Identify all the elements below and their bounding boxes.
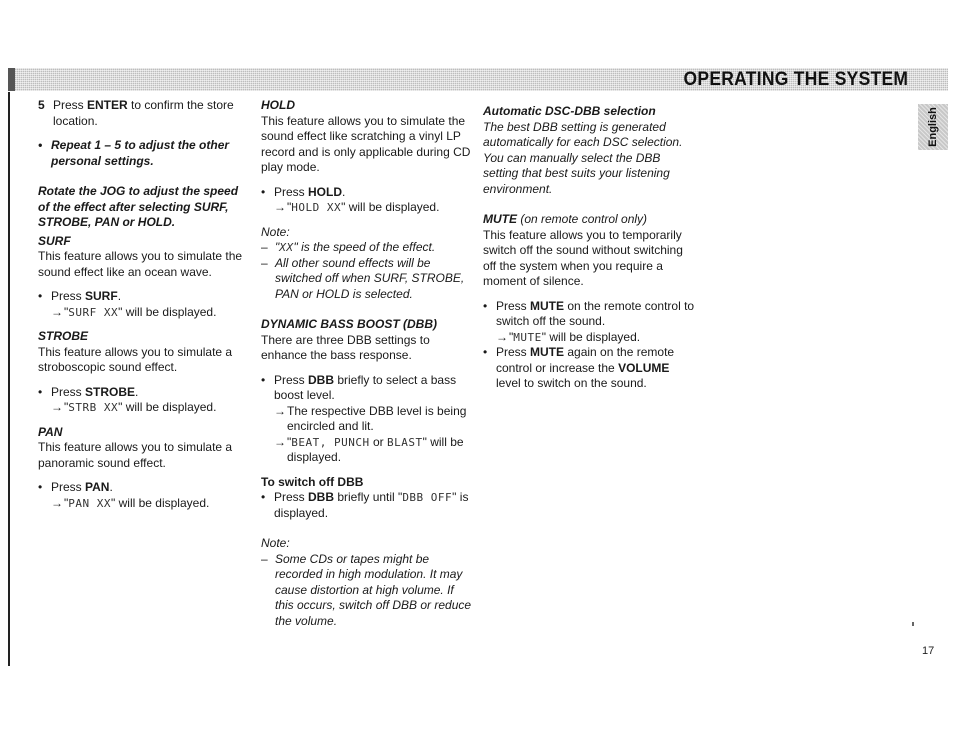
key-dbb: DBB [308,490,335,504]
auto-dsc-dbb-description: The best DBB setting is generated automatically for each DSC selection. You can manually select the DBB setting that best suits your listening environment. [483,119,683,196]
key-surf: SURF [85,289,118,303]
surf-description: This feature allows you to simulate the sound effect like an ocean wave. [38,249,243,279]
dbb-result-2: → "BEAT, PUNCH or BLAST" will be displayed. [274,434,464,464]
hold-press: • Press HOLD. [261,184,346,199]
pan-description: This feature allows you to simulate a panoramic sound effect. [38,440,233,470]
dbb-result-1: → The respective DBB level is being encircled and lit. [274,403,467,433]
section-title-pan: PAN [38,424,63,439]
header-left-bar [8,68,15,91]
strobe-press: • Press STROBE. [38,384,139,399]
key-enter: ENTER [87,98,128,112]
key-volume: VOLUME [618,360,670,375]
dbb-press: • Press DBB briefly to select a bass boost level. [261,372,457,402]
mute-result: → "MUTE" will be displayed. [496,329,641,344]
note-item: – Some CDs or tapes might be recorded in high modulation. It may cause distortion at high volume. If this occurs, switch off DBB or reduce the volume. [261,551,472,628]
step-number: 5 [38,98,45,112]
page-number: 17 [922,645,935,657]
section-title-switch-off-dbb: To switch off DBB [261,474,364,489]
lcd-display-text: PAN XX [68,496,112,510]
step-5 [38,98,243,129]
left-margin-rule [8,92,10,666]
surf-press: • Press SURF. [38,289,122,303]
section-title-surf: SURF [38,233,71,248]
key-mute: MUTE [530,345,565,359]
language-tab-label: English [927,107,939,147]
language-tab [918,104,948,150]
repeat-instruction: • Repeat 1 – 5 to adjust the other personal settings. [38,138,230,168]
surf-result: → "SURF XX" will be displayed. [51,304,217,319]
pan-press: • Press PAN. [38,480,113,494]
lcd-display-text: SURF XX [68,305,119,319]
switch-off-press: • Press DBB briefly until "DBB OFF" is displayed. [261,490,469,520]
note-label: Note: [261,536,290,550]
rotate-jog-instruction: Rotate the JOG to adjust the speed of the effect after selecting SURF, STROBE, PAN or HOLD. [38,184,239,229]
note-label: Note: [261,224,290,239]
section-title-mute: MUTE (on remote control only) [483,212,648,226]
section-title-strobe: STROBE [38,329,89,343]
mute-description: This feature allows you to temporarily switch off the sound without switching off the system when you require a moment of silence. [483,227,683,288]
lcd-display-text: STRB XX [68,401,119,414]
unmute-press: • Press MUTE again on the remote control or increase the VOLUME level to switch on the sound. [483,345,675,390]
strobe-result: → "STRB XX" will be displayed. [51,400,217,414]
lcd-display-text: HOLD XX [291,201,342,214]
column-3 [483,104,695,392]
step-text: Press ENTER to confirm the store location. [53,98,234,128]
hold-result: → "HOLD XX" will be displayed. [274,200,440,214]
section-title-auto-dsc-dbb: Automatic DSC-DBB selection [483,104,656,118]
dbb-description: There are three DBB settings to enhance the bass response. [261,332,430,362]
lcd-display-text: BLAST [386,435,423,449]
column-2 [261,98,473,629]
section-title-hold: HOLD [261,98,295,112]
strobe-description: This feature allows you to simulate a stroboscopic sound effect. [38,344,233,374]
lcd-display-text: XX [279,241,294,254]
note-item: – "XX" is the speed of the effect. [261,240,436,254]
lcd-display-text: DBB OFF [402,491,453,504]
column-1 [38,98,243,511]
section-title-dbb: DYNAMIC BASS BOOST (DBB) [261,317,437,331]
hold-description: This feature allows you to simulate the sound effect like scratching a vinyl LP record and is only applicable during CD play mode. [261,113,471,174]
key-dbb: DBB [308,372,335,387]
mute-press: • Press MUTE on the remote control to switch off the sound. [483,298,695,328]
print-mark [912,622,914,626]
lcd-display-text: MUTE [513,330,542,344]
note-item: – All other sound effects will be switched off when SURF, STROBE, PAN or HOLD is selected. [261,255,465,301]
key-hold: HOLD [308,184,343,199]
page-title: OPERATING THE SYSTEM [683,69,908,90]
bullet-dot: • [38,138,43,152]
key-mute: MUTE [530,298,565,313]
key-pan: PAN [85,480,110,494]
key-strobe: STROBE [85,384,136,399]
lcd-display-text: BEAT [291,435,320,449]
lcd-display-text: PUNCH [334,435,370,449]
pan-result: → "PAN XX" will be displayed. [51,495,210,510]
